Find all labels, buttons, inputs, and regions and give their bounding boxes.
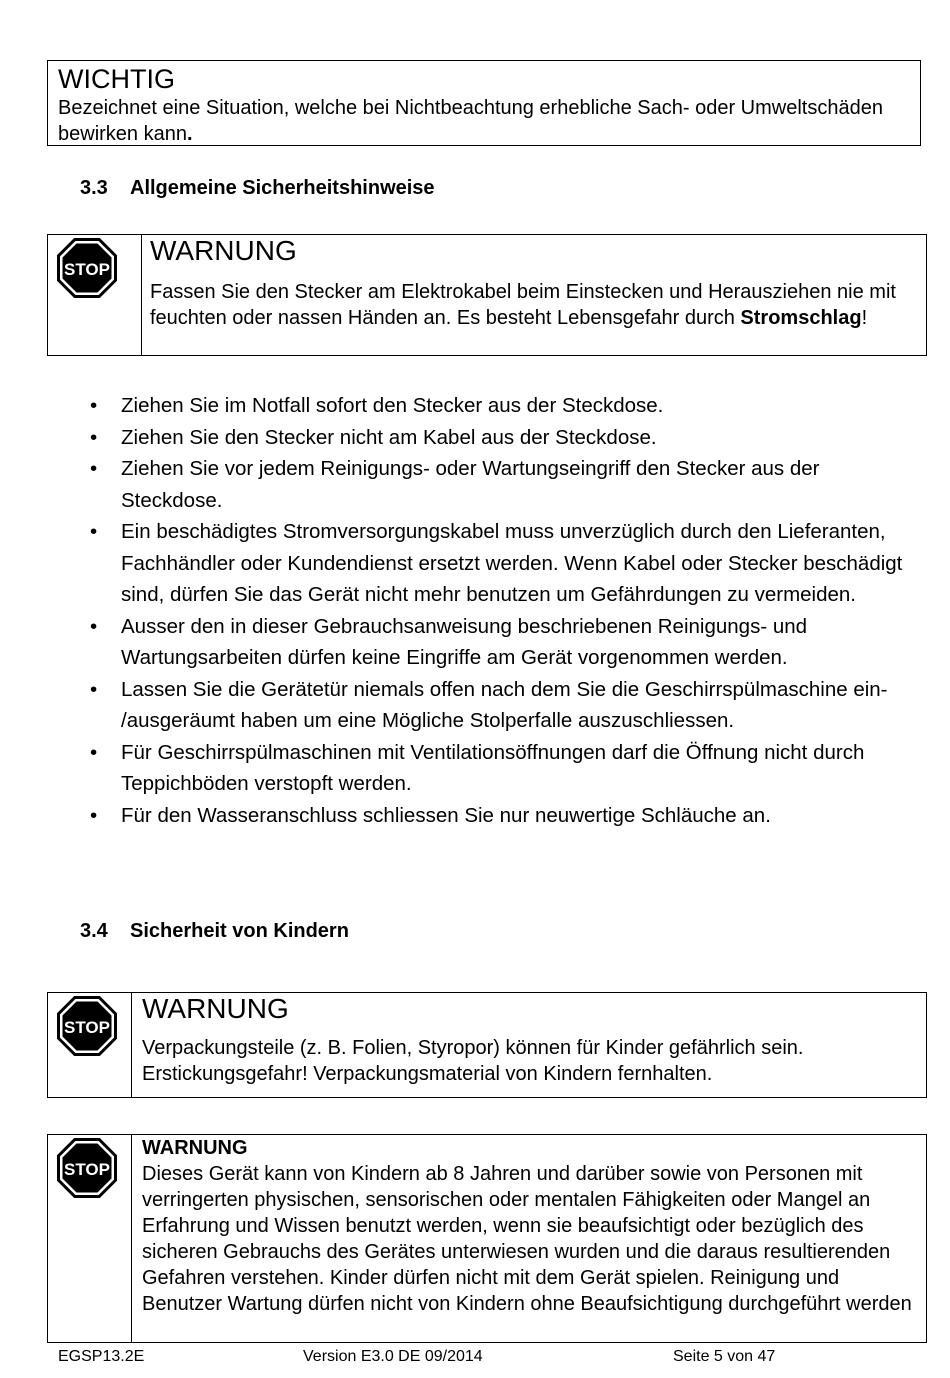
stop-sign-icon: [56, 1137, 118, 1199]
stop-sign-icon: [56, 995, 118, 1057]
section-number: 3.4: [80, 920, 108, 942]
warning-text: [150, 279, 918, 331]
footer-page-number: Seite 5 von 47: [673, 1348, 776, 1365]
warning-text: Dieses Gerät kann von Kindern ab 8 Jahren und darüber sowie von Personen mit verringerten physischen, sensorischen oder mentalen Fähigkeiten oder Mangel an Erfahrung und Wissen benutzt werden, wenn sie beaufsichtigt oder bezüglich des sicheren Gebrauchs des Gerätes unterwiesen wurden und die daraus resultierenden Gefahren verstehen. Kinder dürfen nicht mit dem Gerät spielen. Reinigung und Benutzer Wartung dürfen nicht von Kindern ohne Beaufsichtigung durchgeführt werden: [142, 1163, 912, 1315]
list-item: • Ziehen Sie im Notfall sofort den Stecker aus der Steckdose.: [90, 390, 920, 422]
stop-icon-cell: [48, 1135, 132, 1342]
list-item: • Ziehen Sie den Stecker nicht am Kabel aus der Steckdose.: [90, 422, 920, 454]
stop-sign-label: STOP: [64, 1160, 110, 1179]
important-title: WICHTIG: [58, 64, 175, 94]
section-number: 3.3: [80, 177, 108, 199]
stop-icon-cell: [48, 993, 132, 1097]
important-notice-box: [47, 60, 921, 146]
section-heading-3-4: [80, 920, 349, 943]
warning-text-end: !: [861, 307, 868, 329]
warning-title: WARNUNG: [142, 993, 289, 1024]
section-title: Sicherheit von Kindern: [130, 920, 349, 942]
list-item: • Ausser den in dieser Gebrauchsanweisung beschriebenen Reinigungs- und Wartungsarbeiten dürfen keine Eingriffe am Gerät vorgenommen werden.: [90, 611, 920, 674]
stop-sign-icon: [56, 237, 118, 299]
warning-box-children: [47, 1134, 927, 1343]
warning-text-start: Fassen Sie den Stecker am Elektrokabel beim Einstecken und Herausziehen nie mit feuchten oder nassen Händen an. Es besteht Lebensgefahr durch: [150, 281, 896, 329]
section-heading-3-3: [80, 177, 435, 200]
footer-version: Version E3.0 DE 09/2014: [303, 1348, 483, 1365]
warning-text: Verpackungsteile (z. B. Folien, Styropor) können für Kinder gefährlich sein. Erstickungsgefahr! Verpackungsmaterial von Kindern fernhalten.: [142, 1037, 804, 1085]
warning-box-electric: [47, 234, 927, 356]
list-item: • Lassen Sie die Gerätetür niemals offen nach dem Sie die Geschirrspülmaschine ein- /ausgeräumt haben um eine Mögliche Stolperfalle auszuschliessen.: [90, 674, 920, 737]
warning-content: [142, 993, 918, 1087]
warning-title: WARNUNG: [150, 235, 297, 266]
section-title: Allgemeine Sicherheitshinweise: [130, 177, 435, 199]
warning-title: WARNUNG: [142, 1137, 248, 1159]
stop-sign-label: STOP: [64, 260, 110, 279]
warning-content: [142, 1135, 918, 1317]
important-text: [58, 95, 910, 147]
warning-box-packaging: [47, 992, 927, 1098]
list-item: • Für Geschirrspülmaschinen mit Ventilationsöffnungen darf die Öffnung nicht durch Teppichböden verstopft werden.: [90, 737, 920, 800]
important-end: .: [186, 123, 193, 145]
stop-icon-cell: [48, 235, 142, 355]
important-body: Bezeichnet eine Situation, welche bei Nichtbeachtung erhebliche Sach- oder Umweltschäden bewirken kann: [58, 97, 883, 145]
safety-bullet-list: [90, 390, 920, 831]
list-item: • Ziehen Sie vor jedem Reinigungs- oder Wartungseingriff den Stecker aus der Steckdose.: [90, 453, 920, 516]
footer-model: EGSP13.2E: [58, 1348, 145, 1365]
stop-sign-label: STOP: [64, 1018, 110, 1037]
list-item: • Für den Wasseranschluss schliessen Sie nur neuwertige Schläuche an.: [90, 800, 920, 832]
warning-content: [150, 235, 918, 331]
warning-text-bold: Stromschlag: [740, 307, 862, 329]
list-item: • Ein beschädigtes Stromversorgungskabel muss unverzüglich durch den Lieferanten, Fachhändler oder Kundendienst ersetzt werden. Wenn Kabel oder Stecker beschädigt sind, dürfen Sie das Gerät nicht mehr benutzen um Gefährdungen zu vermeiden.: [90, 516, 920, 611]
